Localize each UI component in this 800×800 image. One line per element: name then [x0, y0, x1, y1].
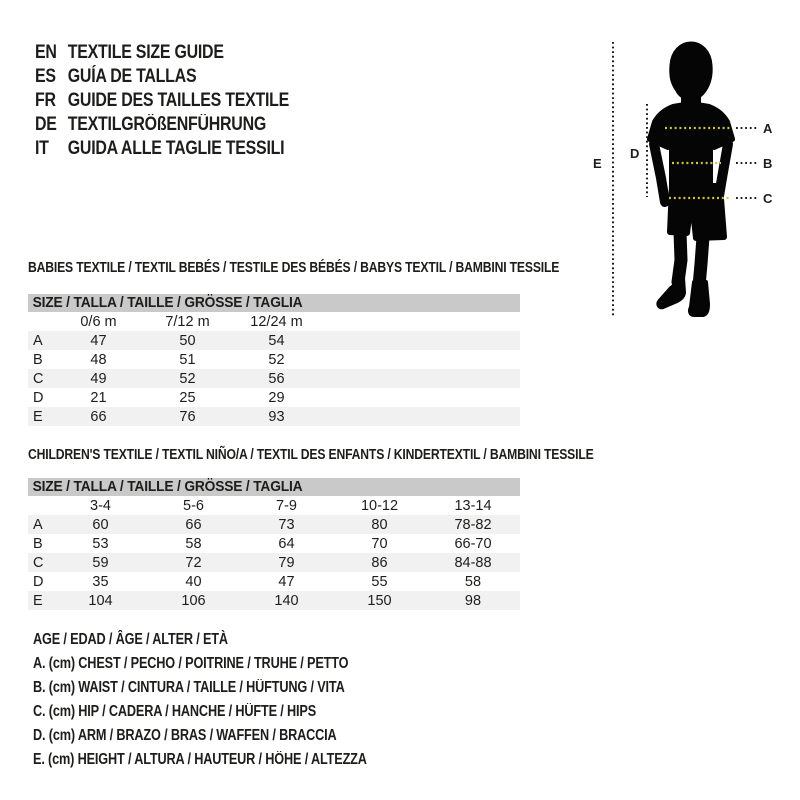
size-cell: 79	[278, 554, 295, 571]
guide-title-it: GUIDA ALLE TAGLIE TESSILI	[67, 138, 285, 159]
size-cell: 60	[92, 516, 109, 533]
size-cell: 58	[185, 535, 202, 552]
measure-label-d: D	[630, 146, 640, 161]
legend-hip: C. (cm) HIP / CADERA / HANCHE / HÜFTE / HIPS	[33, 703, 317, 720]
column-header: 10-12	[360, 497, 399, 514]
children-size-header-text: SIZE / TALLA / TAILLE / GRÖSSE / TAGLIA	[32, 478, 303, 495]
table-row-b	[28, 534, 520, 553]
measurement-legend	[33, 628, 440, 772]
row-label: A	[33, 332, 43, 349]
size-cell: 66	[185, 516, 202, 533]
size-cell: 48	[90, 351, 107, 368]
table-row-d	[28, 572, 520, 591]
lang-row-es	[35, 65, 289, 89]
size-cell: 53	[92, 535, 109, 552]
column-header: 0/6 m	[80, 313, 117, 330]
column-header: 12/24 m	[250, 313, 303, 330]
table-row-c	[28, 553, 520, 572]
size-cell: 78-82	[454, 516, 492, 533]
size-cell: 80	[371, 516, 388, 533]
size-cell: 66-70	[454, 535, 492, 552]
size-cell: 72	[185, 554, 202, 571]
children-size-table	[28, 478, 520, 610]
column-header: 3-4	[90, 497, 111, 514]
size-cell: 98	[464, 592, 482, 609]
measure-label-b: B	[763, 156, 773, 171]
size-cell: 29	[268, 389, 285, 406]
size-cell: 140	[274, 592, 299, 609]
size-cell: 76	[179, 408, 196, 425]
size-cell: 54	[268, 332, 285, 349]
size-cell: 70	[371, 535, 388, 552]
row-label: A	[33, 516, 43, 533]
language-title-block	[35, 41, 337, 161]
lang-row-fr	[35, 89, 289, 113]
children-size-header-bar	[28, 478, 520, 496]
size-cell: 49	[90, 370, 107, 387]
column-header: 5-6	[183, 497, 204, 514]
lang-row-it	[35, 137, 289, 161]
row-label: D	[33, 389, 44, 406]
children-column-header-row	[28, 496, 520, 515]
row-label: D	[33, 573, 44, 590]
lang-row-en	[35, 41, 289, 65]
table-row-c	[28, 369, 520, 388]
size-cell: 66	[90, 408, 107, 425]
row-label: C	[33, 554, 44, 571]
row-label: E	[33, 408, 43, 425]
guide-title-fr: GUIDE DES TAILLES TEXTILE	[67, 90, 290, 111]
column-header: 13-14	[454, 497, 492, 514]
size-cell: 21	[90, 389, 107, 406]
row-label: B	[33, 535, 43, 552]
measure-label-c: C	[763, 191, 773, 206]
babies-section-title: BABIES TEXTILE / TEXTIL BEBÉS / TESTILE DES BÉBÉS / BABYS TEXTIL / BAMBINI TESSILE	[28, 260, 560, 276]
measure-label-a: A	[763, 121, 773, 136]
size-cell: 84-88	[454, 554, 492, 571]
guide-title-es: GUÍA DE TALLAS	[67, 66, 197, 87]
babies-size-header-text: SIZE / TALLA / TAILLE / GRÖSSE / TAGLIA	[32, 294, 303, 311]
size-cell: 86	[371, 554, 388, 571]
size-cell: 47	[278, 573, 295, 590]
size-cell: 40	[185, 573, 202, 590]
size-cell: 35	[92, 573, 109, 590]
size-cell: 55	[371, 573, 388, 590]
lang-row-de	[35, 113, 289, 137]
measurement-diagram	[580, 20, 790, 330]
size-cell: 25	[179, 389, 196, 406]
size-cell: 51	[179, 351, 196, 368]
guide-title-de: TEXTILGRÖßENFÜHRUNG	[67, 114, 267, 135]
babies-column-header-row	[28, 312, 520, 331]
size-cell: 50	[179, 332, 196, 349]
lang-code-fr: FR	[35, 90, 56, 111]
table-row-b	[28, 350, 520, 369]
size-cell: 104	[88, 592, 113, 609]
row-label: B	[33, 351, 43, 368]
row-label: E	[33, 592, 43, 609]
legend-waist: B. (cm) WAIST / CINTURA / TAILLE / HÜFTUNG / VITA	[33, 679, 345, 696]
column-header: 7-9	[276, 497, 297, 514]
size-cell: 56	[268, 370, 285, 387]
table-row-e	[28, 591, 520, 610]
lang-code-en: EN	[35, 42, 57, 63]
size-cell: 93	[268, 408, 285, 425]
row-label: C	[33, 370, 44, 387]
legend-arm: D. (cm) ARM / BRAZO / BRAS / WAFFEN / BRACCIA	[33, 727, 337, 744]
size-cell: 59	[92, 554, 109, 571]
children-section-title: CHILDREN'S TEXTILE / TEXTIL NIÑO/A / TEXTIL DES ENFANTS / KINDERTEXTIL / BAMBINI TESSILE	[28, 447, 594, 463]
table-row-a	[28, 331, 520, 350]
lang-code-es: ES	[35, 66, 56, 87]
legend-height: E. (cm) HEIGHT / ALTURA / HAUTEUR / HÖHE / ALTEZZA	[33, 751, 367, 768]
size-cell: 47	[90, 332, 107, 349]
guide-title-en: TEXTILE SIZE GUIDE	[67, 42, 224, 63]
legend-age: AGE / EDAD / ÂGE / ALTER / ETÀ	[33, 631, 228, 648]
table-row-a	[28, 515, 520, 534]
table-row-e	[28, 407, 520, 426]
lang-code-it: IT	[35, 138, 49, 159]
size-cell: 150	[367, 592, 392, 609]
size-cell: 58	[464, 573, 482, 590]
lang-code-de: DE	[35, 114, 57, 135]
measure-label-e: E	[593, 156, 602, 171]
table-row-d	[28, 388, 520, 407]
column-header: 7/12 m	[165, 313, 210, 330]
size-cell: 52	[179, 370, 196, 387]
legend-chest: A. (cm) CHEST / PECHO / POITRINE / TRUHE / PETTO	[33, 655, 349, 672]
size-cell: 64	[278, 535, 295, 552]
babies-size-header-bar	[28, 294, 520, 312]
size-cell: 73	[278, 516, 295, 533]
child-silhouette-figure	[650, 42, 732, 315]
babies-size-table	[28, 294, 520, 426]
size-cell: 52	[268, 351, 285, 368]
size-cell: 106	[181, 592, 206, 609]
